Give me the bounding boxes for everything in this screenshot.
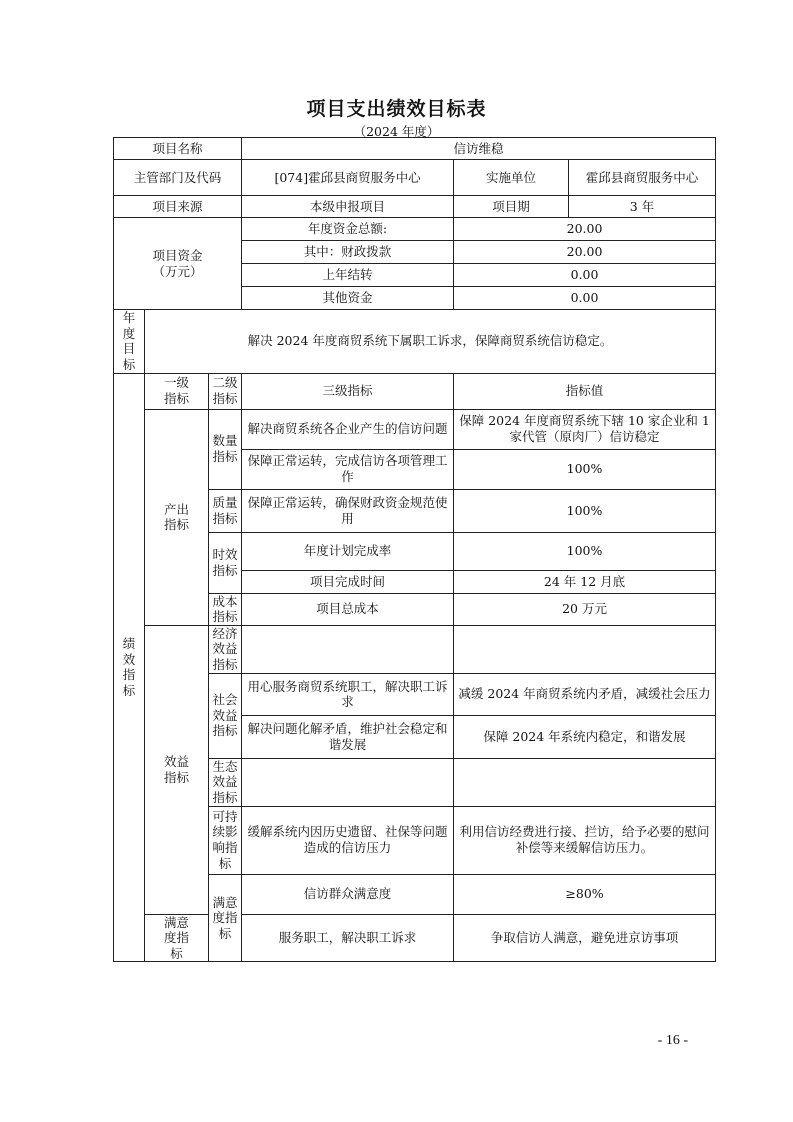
quantity-indicators-label-text: 数量指标 (212, 433, 238, 464)
annual-goal-text: 解决 2024 年度商贸系统下属职工诉求，保障商贸系统信访稳定。 (145, 310, 716, 374)
dept-value: [074]霍邱县商贸服务中心 (242, 160, 454, 196)
header-level1 (145, 373, 209, 409)
page-subtitle: （2024 年度） (353, 124, 440, 139)
satisfaction-indicators-label-text: 满意度指标 (163, 914, 189, 961)
indicator-value: 100% (454, 532, 716, 570)
header-level2 (209, 373, 242, 409)
output-indicators-label (145, 409, 209, 625)
fund-row-label: 年度资金总额: (242, 218, 454, 241)
indicator-name: 年度计划完成率 (242, 532, 454, 570)
timeliness-indicators-label (209, 532, 242, 593)
project-name-label: 项目名称 (114, 138, 242, 160)
output-indicators-label-text: 产出指标 (163, 501, 189, 533)
satisfaction-indicators-label (145, 914, 209, 962)
indicator-name: 信访群众满意度 (242, 874, 454, 914)
benefit-indicators-label (145, 625, 209, 914)
social-indicators-label (209, 673, 242, 758)
fund-row-value: 0.00 (454, 264, 716, 287)
dept-label: 主管部门及代码 (114, 160, 242, 196)
indicator-value: 100% (454, 489, 716, 532)
header-level1-text: 一级指标 (163, 375, 189, 406)
performance-indicators-label (114, 373, 145, 962)
fund-label (114, 218, 242, 310)
row-economic (114, 625, 716, 673)
indicator-name: 保障正常运转，完成信访各项管理工作 (242, 449, 454, 489)
row-fund-total (114, 218, 716, 241)
cost-indicators-label-text: 成本指标 (212, 593, 238, 625)
benefit-indicators-label-text: 效益指标 (163, 754, 189, 785)
impl-unit-value: 霍邱县商贸服务中心 (569, 160, 716, 196)
timeliness-indicators-label-text: 时效指标 (212, 546, 238, 578)
period-value: 3 年 (569, 196, 716, 218)
source-value: 本级申报项目 (242, 196, 454, 218)
project-name-value: 信访维稳 (242, 138, 716, 160)
indicator-value: 20 万元 (454, 593, 716, 625)
indicator-name: 用心服务商贸系统职工，解决职工诉求 (242, 673, 454, 715)
indicator-name: 解决问题化解矛盾，维护社会稳定和谐发展 (242, 715, 454, 758)
indicator-value: 保障 2024 年系统内稳定，和谐发展 (454, 715, 716, 758)
indicator-name: 项目完成时间 (242, 570, 454, 593)
row-annual-goal (114, 310, 716, 374)
row-indicator-headers (114, 373, 716, 409)
satisfaction-sub-label (209, 874, 242, 962)
quantity-indicators-label (209, 409, 242, 489)
row-project-name (114, 138, 716, 160)
header-level3: 三级指标 (242, 373, 454, 409)
quality-indicators-label-text: 质量指标 (212, 494, 238, 526)
indicator-value: 100% (454, 449, 716, 489)
fund-row-label: 其他资金 (242, 287, 454, 310)
ecological-indicators-label-text: 生态效益指标 (212, 758, 238, 805)
row-source (114, 196, 716, 218)
indicator-value: 24 年 12 月底 (454, 570, 716, 593)
indicator-name-empty (242, 625, 454, 673)
performance-target-table (113, 137, 716, 962)
source-label: 项目来源 (114, 196, 242, 218)
indicator-name-empty (242, 758, 454, 806)
indicator-name: 保障正常运转，确保财政资金规范使用 (242, 489, 454, 532)
row-satisfaction-2 (114, 914, 716, 962)
page-title: 项目支出绩效目标表 (306, 98, 487, 120)
fund-label-text: 项目资金（万元） (152, 247, 203, 279)
indicator-value: 利用信访经费进行接、拦访，给予必要的慰问补偿等来缓解信访压力。 (454, 806, 716, 874)
indicator-value: 保障 2024 年度商贸系统下辖 10 家企业和 1 家代管（原肉厂）信访稳定 (454, 409, 716, 449)
period-label: 项目期 (454, 196, 569, 218)
annual-goal-label-text: 年度目标 (122, 310, 136, 372)
indicator-name: 解决商贸系统各企业产生的信访问题 (242, 409, 454, 449)
fund-row-label: 上年结转 (242, 264, 454, 287)
fund-row-label: 其中：财政拨款 (242, 241, 454, 264)
economic-indicators-label (209, 625, 242, 673)
indicator-value: ≥80% (454, 874, 716, 914)
performance-indicators-label-text: 绩效指标 (122, 636, 136, 699)
indicator-value-empty (454, 625, 716, 673)
impl-unit-label: 实施单位 (454, 160, 569, 196)
page-number: - 16 - (657, 1033, 688, 1048)
indicator-value: 争取信访人满意，避免进京访事项 (454, 914, 716, 962)
satisfaction-sub-label-text: 满意度指标 (212, 894, 238, 941)
sustainable-indicators-label (209, 806, 242, 874)
fund-row-value: 20.00 (454, 218, 716, 241)
row-quantity-1 (114, 409, 716, 449)
header-value: 指标值 (454, 373, 716, 409)
indicator-name: 服务职工，解决职工诉求 (242, 914, 454, 962)
indicator-value: 减缓 2024 年商贸系统内矛盾，减缓社会压力 (454, 673, 716, 715)
row-dept (114, 160, 716, 196)
quality-indicators-label (209, 489, 242, 532)
cost-indicators-label (209, 593, 242, 625)
sustainable-indicators-label-text: 可持续影响指标 (212, 808, 238, 871)
annual-goal-label (114, 310, 145, 374)
fund-row-value: 20.00 (454, 241, 716, 264)
indicator-value-empty (454, 758, 716, 806)
indicator-name: 缓解系统内因历史遗留、社保等问题造成的信访压力 (242, 806, 454, 874)
social-indicators-label-text: 社会效益指标 (212, 692, 238, 739)
fund-row-value: 0.00 (454, 287, 716, 310)
economic-indicators-label-text: 经济效益指标 (212, 625, 238, 672)
indicator-name: 项目总成本 (242, 593, 454, 625)
header-level2-text: 二级指标 (212, 375, 238, 406)
ecological-indicators-label (209, 758, 242, 806)
